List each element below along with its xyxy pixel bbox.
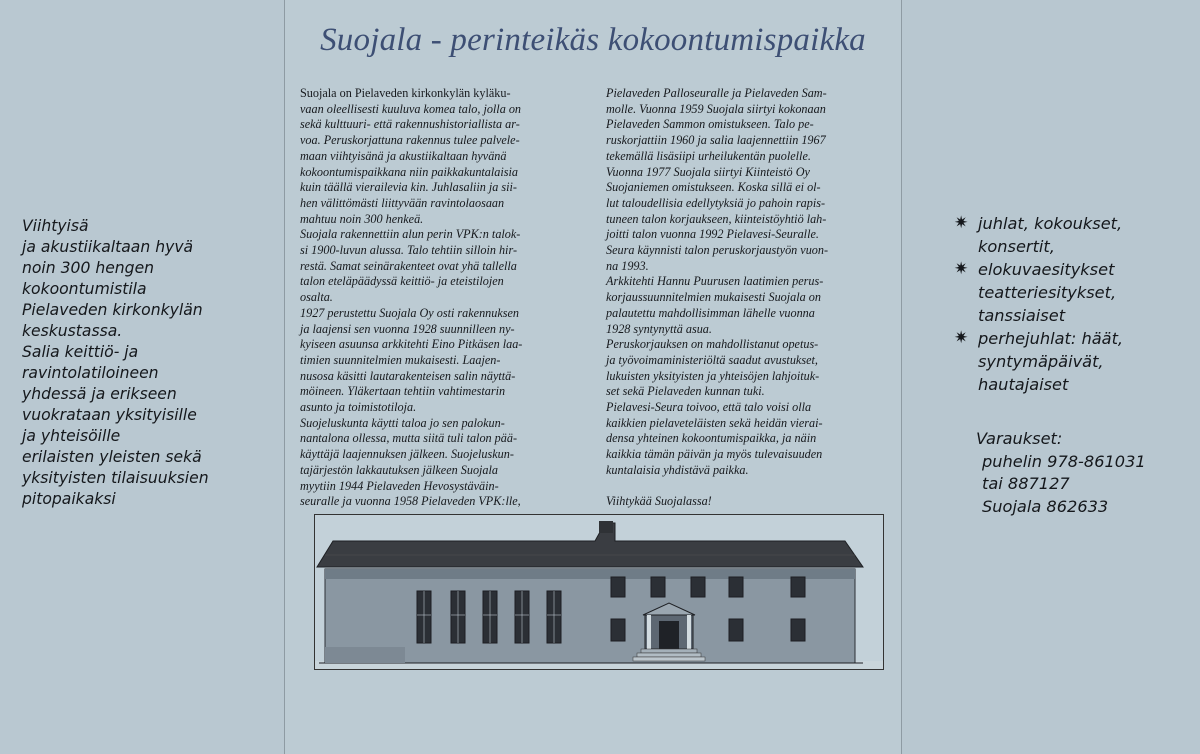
article-line: set sekä Pielaveden kunnan tuki.: [606, 384, 765, 399]
article-line: timien suunnitelmien mukaisesti. Laajen-: [300, 352, 501, 367]
article-line: maan viihtyisänä ja akustiikaltaan hyvänä: [300, 148, 507, 163]
article-line: vaan oleellisesti kuuluva komea talo, jolla on: [300, 101, 522, 116]
article-line: kaikkien pielaveteläisten sekä heidän vierai-: [606, 415, 823, 430]
article-line: nusosa käsitti lautarakenteisen salin näyttä-: [300, 368, 516, 383]
intro-text: [22, 216, 272, 510]
article-line: kaikkia tämän päivän ja myös tulevaisuuden: [606, 447, 823, 462]
article-line: na 1993.: [606, 258, 649, 273]
article-line: molle. Vuonna 1959 Suojala siirtyi kokonaan: [606, 101, 826, 116]
article-column-2: [606, 86, 896, 510]
article-line: Peruskorjauksen on mahdollistanut opetus-: [606, 337, 819, 352]
intro-line: vuokrataan yksityisille: [22, 406, 197, 424]
service-item: [954, 212, 1184, 258]
service-line: juhlat, kokoukset,: [978, 214, 1123, 233]
left-fold-panel: [0, 0, 284, 754]
article-line: ja laajensi sen vuonna 1928 suunnilleen ny-: [300, 321, 515, 336]
article-line: Pielavesi-Seura toivoo, että talo voisi olla: [606, 400, 812, 415]
article-line: Vuonna 1977 Suojala siirtyi Kiinteistö Oy: [606, 164, 810, 179]
article-line: joitti talon vuonna 1992 Pielavesi-Seuralle.: [606, 227, 819, 242]
article-line: Pielaveden Palloseuralle ja Pielaveden Sam-: [606, 86, 827, 100]
article-line: ruskorjattiin 1960 ja salia laajennettiin 1967: [606, 133, 826, 148]
article-line: myytiin 1944 Pielaveden Hevosystäväin-: [300, 478, 499, 493]
intro-line: pitopaikaksi: [22, 490, 116, 508]
article-line: densa yhteinen kokoontumispaikka, ja näin: [606, 431, 817, 446]
alt-phone-number: tai 887127: [982, 474, 1070, 493]
article-line: voa. Peruskorjattuna rakennus tulee palvele-: [300, 133, 520, 148]
article-line: tuneen talon korjaukseen, kiinteistöyhtiö lah-: [606, 211, 827, 226]
article-line: ja työvoimaministeriöltä saadut avustukset,: [606, 352, 818, 367]
reservations-heading: Varaukset:: [976, 429, 1063, 448]
article-line: osalta.: [300, 290, 333, 305]
intro-line: keskustassa.: [22, 322, 123, 340]
article-line: restä. Samat seinärakenteet ovat yhä tallella: [300, 258, 517, 273]
service-line: hautajaiset: [978, 375, 1069, 394]
article-line: talon eteläpäädyssä keittiö- ja eteistilojen: [300, 274, 504, 289]
service-line: perhejuhlat: häät,: [978, 329, 1124, 348]
article-line: kyiseen asuunsa arkkitehti Eino Pitkäsen laa-: [300, 337, 523, 352]
article-line: kuin täällä vierailevia kin. Juhlasaliin ja sii-: [300, 180, 517, 195]
building-illustration: [314, 514, 884, 670]
intro-line: noin 300 hengen: [22, 259, 155, 277]
article-line: Pielaveden Sammon omistukseen. Talo pe-: [606, 117, 814, 132]
intro-line: Pielaveden kirkonkylän: [22, 301, 203, 319]
asterisk-bullet-icon: ✷: [954, 328, 969, 348]
closing-line: Viihtykää Suojalassa!: [606, 494, 712, 509]
intro-line: ja yhteisöille: [22, 427, 121, 445]
asterisk-bullet-icon: ✷: [954, 259, 969, 279]
service-item: [954, 258, 1184, 327]
article-line: nantalona ollessa, mutta siitä tuli talon pää-: [300, 431, 518, 446]
article-line: Suojala rakennettiin alun perin VPK:n talok-: [300, 227, 521, 242]
article-line: asunto ja toimistotiloja.: [300, 400, 417, 415]
article-line: kokoontumispaikkana niin paikkakuntalaisia: [300, 164, 518, 179]
intro-line: yksityisten tilaisuuksien: [22, 469, 209, 487]
article-line: lukuisten yksityisten ja yhteisöjen lahjoituk-: [606, 368, 820, 383]
service-line: elokuvaesitykset: [978, 260, 1115, 279]
article-line: möineen. Yläkertaan tehtiin vahtimestarin: [300, 384, 506, 399]
article-line: Suojeluskunta käytti taloa jo sen palokun-: [300, 415, 505, 430]
phone-number: puhelin 978-861031: [982, 451, 1146, 471]
services-list: [954, 212, 1184, 396]
article-line: Suojala on Pielaveden kirkonkylän kyläku-: [300, 86, 511, 100]
intro-line: erilaisten yleisten sekä: [22, 448, 202, 466]
service-line: tanssiaiset: [978, 306, 1066, 325]
intro-line: yhdessä ja erikseen: [22, 385, 177, 403]
article-line: 1927 perustettu Suojala Oy osti rakennuksen: [300, 305, 520, 320]
reservations-block: [976, 428, 1186, 518]
service-line: konsertit,: [978, 237, 1055, 256]
article-line: käyttäjä laajennuksen jälkeen. Suojeluskun-: [300, 447, 514, 462]
intro-line: ravintolatiloineen: [22, 364, 159, 382]
intro-line: Viihtyisä: [22, 217, 89, 235]
article-line: korjaussuunnitelmien mukaisesti Suojala on: [606, 290, 821, 305]
paragraph-gap: [606, 479, 896, 495]
article-line: palautettu mahdollisimman lähelle vuonna: [606, 305, 815, 320]
article-column-1: [300, 86, 590, 510]
service-item: [954, 327, 1184, 396]
center-fold-panel: [284, 0, 902, 754]
article-line: lut taloudellisia edellytyksiä jo pahoin rapis-: [606, 195, 826, 210]
service-line: teatteriesitykset,: [978, 283, 1117, 302]
intro-line: kokoontumistila: [22, 280, 147, 298]
article-line: kuntalaisia yhdistävä paikka.: [606, 462, 749, 477]
intro-line: ja akustiikaltaan hyvä: [22, 238, 194, 256]
intro-line: Salia keittiö- ja: [22, 343, 139, 361]
article-line: tajärjestön lakkautuksen jälkeen Suojala: [300, 462, 499, 477]
article-line: Suojaniemen omistukseen. Koska sillä ei ol-: [606, 180, 821, 195]
article-line: hen välittömästi liittyvään ravintolaosaan: [300, 195, 505, 210]
article-line: 1928 syntynyttä asua.: [606, 321, 712, 336]
article-line: sekä kulttuuri- että rakennushistoriallista ar-: [300, 117, 520, 132]
building-facade-drawing-icon: [315, 515, 883, 669]
service-line: syntymäpäivät,: [978, 352, 1104, 371]
article-line: mahtuu noin 300 henkeä.: [300, 211, 424, 226]
article-line: si 1900-luvun alussa. Talo tehtiin silloin hir-: [300, 243, 518, 258]
article-line: Seura käynnisti talon peruskorjaustyön vuon-: [606, 243, 829, 258]
article-line: tekemällä lisäsiipi urheilukentän puolelle.: [606, 148, 811, 163]
article-line: seuralle ja vuonna 1958 Pielaveden VPK:lle,: [300, 494, 521, 509]
brochure-title: Suojala - perinteikäs kokoontumispaikka: [320, 22, 866, 58]
asterisk-bullet-icon: ✷: [954, 213, 969, 233]
venue-phone-number: Suojala 862633: [982, 496, 1109, 516]
article-line: Arkkitehti Hannu Puurusen laatimien perus-: [606, 274, 824, 289]
